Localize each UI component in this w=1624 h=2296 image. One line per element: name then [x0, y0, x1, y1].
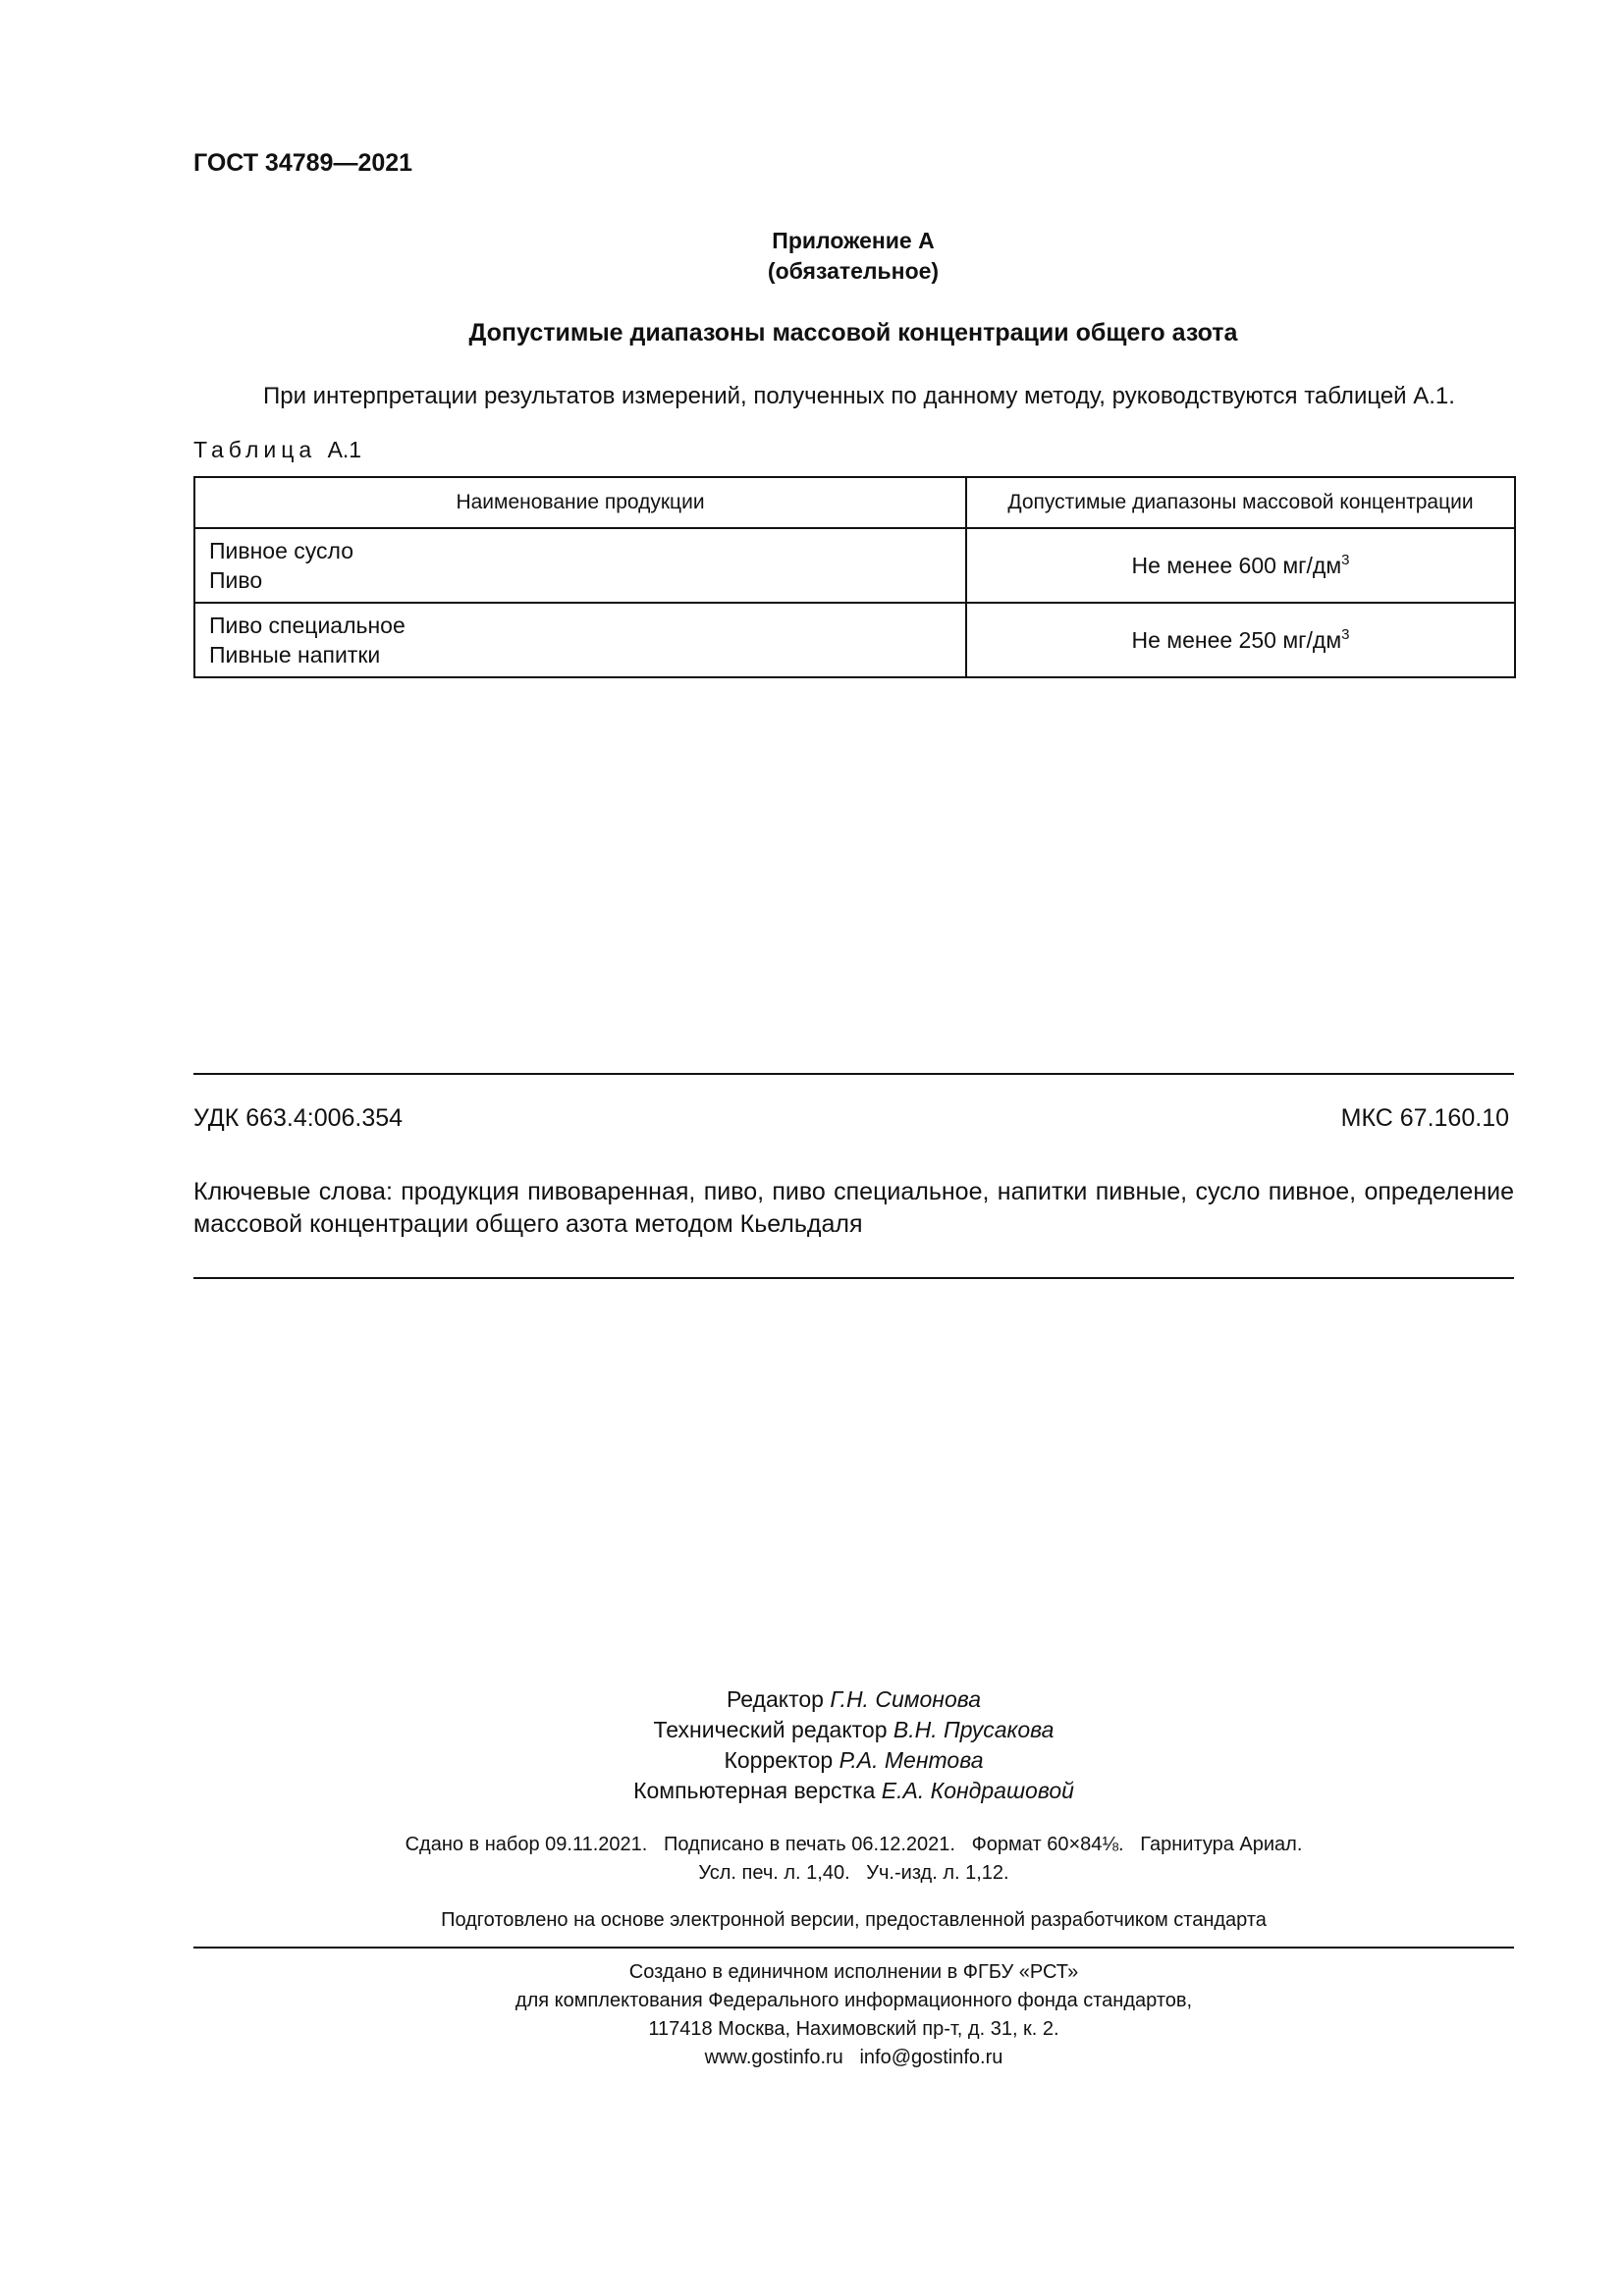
- range-value: Не менее 250 мг/дм: [1131, 627, 1342, 653]
- publisher-line-3: 117418 Москва, Нахимовский пр-т, д. 31, к. 2.: [648, 2018, 1059, 2040]
- product-name: Пиво: [209, 567, 263, 593]
- credit-name: Г.Н. Симонова: [830, 1686, 982, 1712]
- column-header-product: Наименование продукции: [194, 477, 966, 528]
- product-cell: [194, 603, 966, 677]
- publisher-line-2: для комплектования Федерального информационного фонда стандартов,: [514, 1990, 1193, 2011]
- credit-name: Е.А. Кондрашовой: [881, 1778, 1074, 1803]
- imprint-block: [193, 1831, 1514, 1888]
- document-code: ГОСТ 34789—2021: [193, 149, 413, 177]
- product-cell: [194, 528, 966, 603]
- credit-role: Компьютерная верстка: [633, 1778, 876, 1803]
- concentration-table: [193, 476, 1516, 678]
- publisher-line-1: Создано в единичном исполнении в ФГБУ «РСТ»: [628, 1961, 1079, 1983]
- range-cell: [966, 603, 1515, 677]
- annex-subtitle: (обязательное): [767, 258, 940, 284]
- table-header-row: [194, 477, 1515, 528]
- credit-name: Р.А. Ментова: [839, 1747, 984, 1773]
- range-cell: [966, 528, 1515, 603]
- column-header-range: Допустимые диапазоны массовой концентрации: [966, 477, 1515, 528]
- publisher-block: [193, 1958, 1514, 2072]
- publisher-line-4: www.gostinfo.ru info@gostinfo.ru: [704, 2047, 1003, 2068]
- unit-exponent: 3: [1341, 626, 1350, 643]
- credit-role: Корректор: [724, 1747, 834, 1773]
- mks-code: МКС 67.160.10: [1340, 1104, 1509, 1132]
- divider: [193, 1277, 1514, 1279]
- keywords: Ключевые слова: продукция пивоваренная, пиво, пиво специальное, напитки пивные, сусло пивное, определение массовой концентрации общего азота методом Кьельдаля: [193, 1178, 1514, 1238]
- imprint-line-1: Сдано в набор 09.11.2021. Подписано в печать 06.12.2021. Формат 60×84⅛. Гарнитура Ариал.: [405, 1834, 1303, 1855]
- table-row: [194, 603, 1515, 677]
- table-caption: [193, 437, 361, 463]
- credits-block: [193, 1684, 1514, 1806]
- range-value: Не менее 600 мг/дм: [1131, 553, 1342, 578]
- imprint-line-2: Усл. печ. л. 1,40. Уч.-изд. л. 1,12.: [698, 1862, 1009, 1884]
- annex-title: Приложение А: [772, 228, 935, 253]
- table-caption-number: А.1: [327, 437, 362, 462]
- credit-role: Технический редактор: [653, 1717, 888, 1742]
- product-name: Пивное сусло: [209, 538, 353, 563]
- product-name: Пивные напитки: [209, 642, 381, 667]
- table-caption-word: Таблица: [193, 437, 317, 462]
- divider: [193, 1073, 1514, 1075]
- divider: [193, 1947, 1514, 1949]
- credit-line: [193, 1715, 1514, 1745]
- unit-exponent: 3: [1341, 552, 1350, 568]
- credit-line: [193, 1776, 1514, 1806]
- udk-code: УДК 663.4:006.354: [193, 1104, 404, 1132]
- table-row: [194, 528, 1515, 603]
- credit-line: [193, 1684, 1514, 1715]
- intro-paragraph: При интерпретации результатов измерений, полученных по данному методу, руководствуются таблицей А.1.: [263, 383, 1455, 409]
- prepared-note: Подготовлено на основе электронной версии, предоставленной разработчиком стандарта: [441, 1909, 1267, 1931]
- section-title: Допустимые диапазоны массовой концентрации общего азота: [468, 319, 1238, 347]
- credit-line: [193, 1745, 1514, 1776]
- product-name: Пиво специальное: [209, 613, 406, 638]
- credit-role: Редактор: [726, 1686, 824, 1712]
- credit-name: В.Н. Прусакова: [893, 1717, 1055, 1742]
